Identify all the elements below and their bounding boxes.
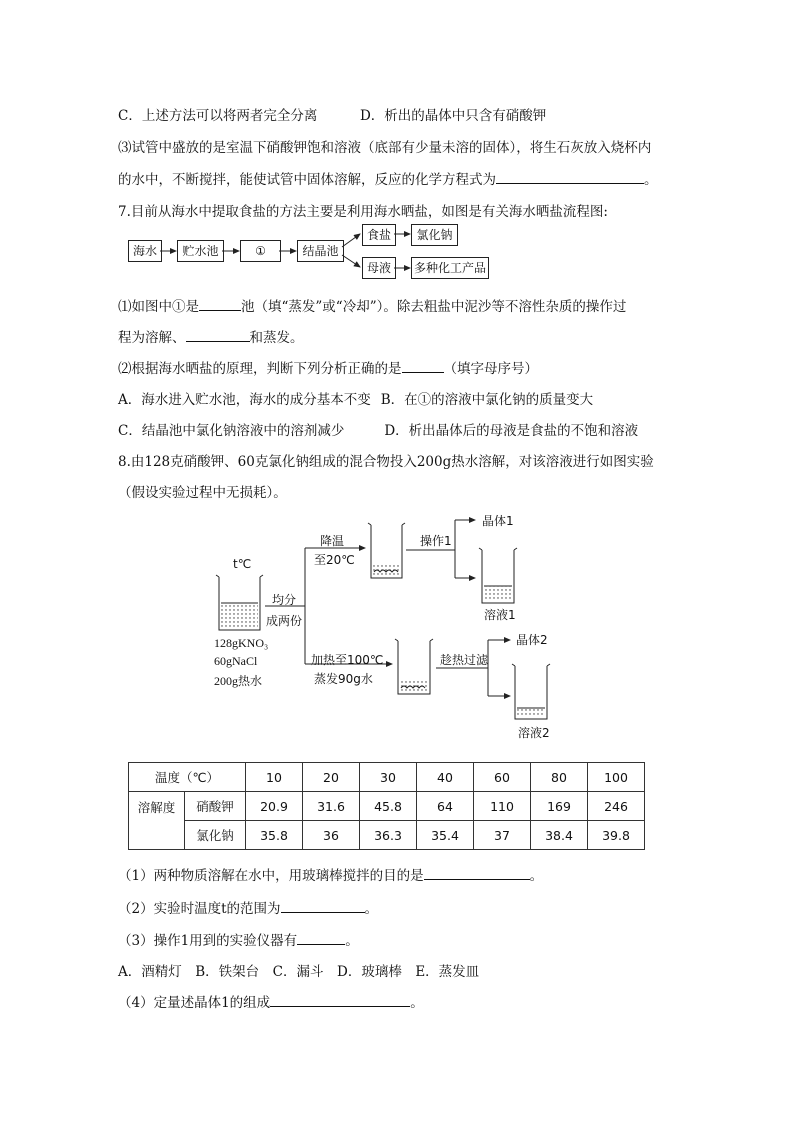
question-8-2: （假设实验过程中无损耗）。 [118,485,287,501]
q8-1: （1）两种物质溶解在水中，用玻璃棒搅拌的目的是 。 [118,868,544,884]
question-7: 7.目前从海水中提取食盐的方法主要是利用海水晒盐，如图是有关海水晒盐流程图: [118,204,608,220]
answer-blank[interactable] [402,360,444,373]
temp-label: t℃ [233,557,252,571]
answer-blank[interactable] [424,867,530,880]
q7-1-text: ⑴如图中①是 池（填“蒸发”或“冷却”）。除去粗盐中泥沙等不溶性杂质的操作过 [118,299,627,315]
flow-mother-liquor: 母液 [362,257,396,279]
crystal2-label: 晶体2 [516,633,548,647]
answer-blank[interactable] [297,932,345,945]
answer-blank[interactable] [270,994,410,1007]
flow-chemical-products: 多种化工产品 [411,257,489,279]
evap-label: 蒸发90g水 [314,672,373,686]
solution2-label: 溶液2 [518,726,550,740]
crystal1-label: 晶体1 [482,514,514,528]
table-row: 温度（℃） 10 20 30 40 60 80 100 [129,763,645,792]
flow-step-1: ① [240,240,281,262]
experiment-diagram [0,500,794,750]
table-row: 溶解度 硝酸钾 20.9 31.6 45.8 64 110 169 246 [129,792,645,821]
temp-header: 温度（℃） [129,763,246,792]
flow-storage-pool: 贮水池 [177,240,224,262]
answer-blank[interactable] [281,900,365,913]
question-8: 8.由128克硝酸钾、60克氯化钠组成的混合物投入200g热水溶解，对该溶液进行如图实验 [118,454,654,470]
heat-label: 加热至100℃ [311,653,384,667]
flow-nacl: 氯化钠 [411,224,458,246]
option-c-line: C．上述方法可以将两者完全分离 D．析出的晶体中只含有硝酸钾 [118,108,547,124]
flow-seawater: 海水 [128,240,162,262]
q7-options-cd: C．结晶池中氯化钠溶液中的溶剂减少 D．析出晶体后的母液是食盐的不饱和溶液 [118,423,639,439]
q8-3: （3）操作1用到的实验仪器有 。 [118,933,359,949]
flow-chart-arrows [0,0,794,300]
solubility-table [128,762,645,850]
cool-label-2: 至20℃ [314,553,355,567]
answer-blank[interactable] [186,329,250,342]
q3-text-2: 的水中，不断搅拌，能使试管中固体溶解，反应的化学方程式为 。 [118,172,658,188]
mix-water: 200g热水 [214,674,263,688]
solution1-label: 溶液1 [484,608,516,622]
q7-options-ab: A．海水进入贮水池，海水的成分基本不变 B．在①的溶液中氯化钠的质量变大 [118,392,594,408]
q8-2: （2）实验时温度t的范围为 。 [118,901,379,917]
mix-nacl: 60gNaCl [214,654,258,668]
op1-label: 操作1 [420,534,452,548]
flow-crystal-pool: 结晶池 [297,240,344,262]
q8-4: （4）定量述晶体1的组成 。 [118,995,424,1011]
mix-kno3: 128gKNO₃ [214,636,269,650]
solubility-header: 溶解度 [129,792,185,850]
q3-text: ⑶试管中盛放的是室温下硝酸钾饱和溶液（底部有少量未溶的固体），将生石灰放入烧杯内 [118,140,652,156]
split-label: 均分 [272,593,297,607]
q7-2-text: ⑵根据海水晒盐的原理，判断下列分析正确的是 （填字母序号） [118,361,538,377]
q7-1-text-2: 程为溶解、 和蒸发。 [118,330,304,346]
table-row: 氯化钠 35.8 36 36.3 35.4 37 38.4 39.8 [129,821,645,850]
split-label-2: 成两份 [266,614,303,628]
answer-blank[interactable] [199,298,241,311]
q8-3-options: A．酒精灯 B．铁架台 C．漏斗 D．玻璃棒 E．蒸发皿 [118,964,480,980]
cool-label: 降温 [320,534,345,548]
hotfilter-label: 趁热过滤 [440,653,489,667]
flow-salt: 食盐 [362,224,396,246]
